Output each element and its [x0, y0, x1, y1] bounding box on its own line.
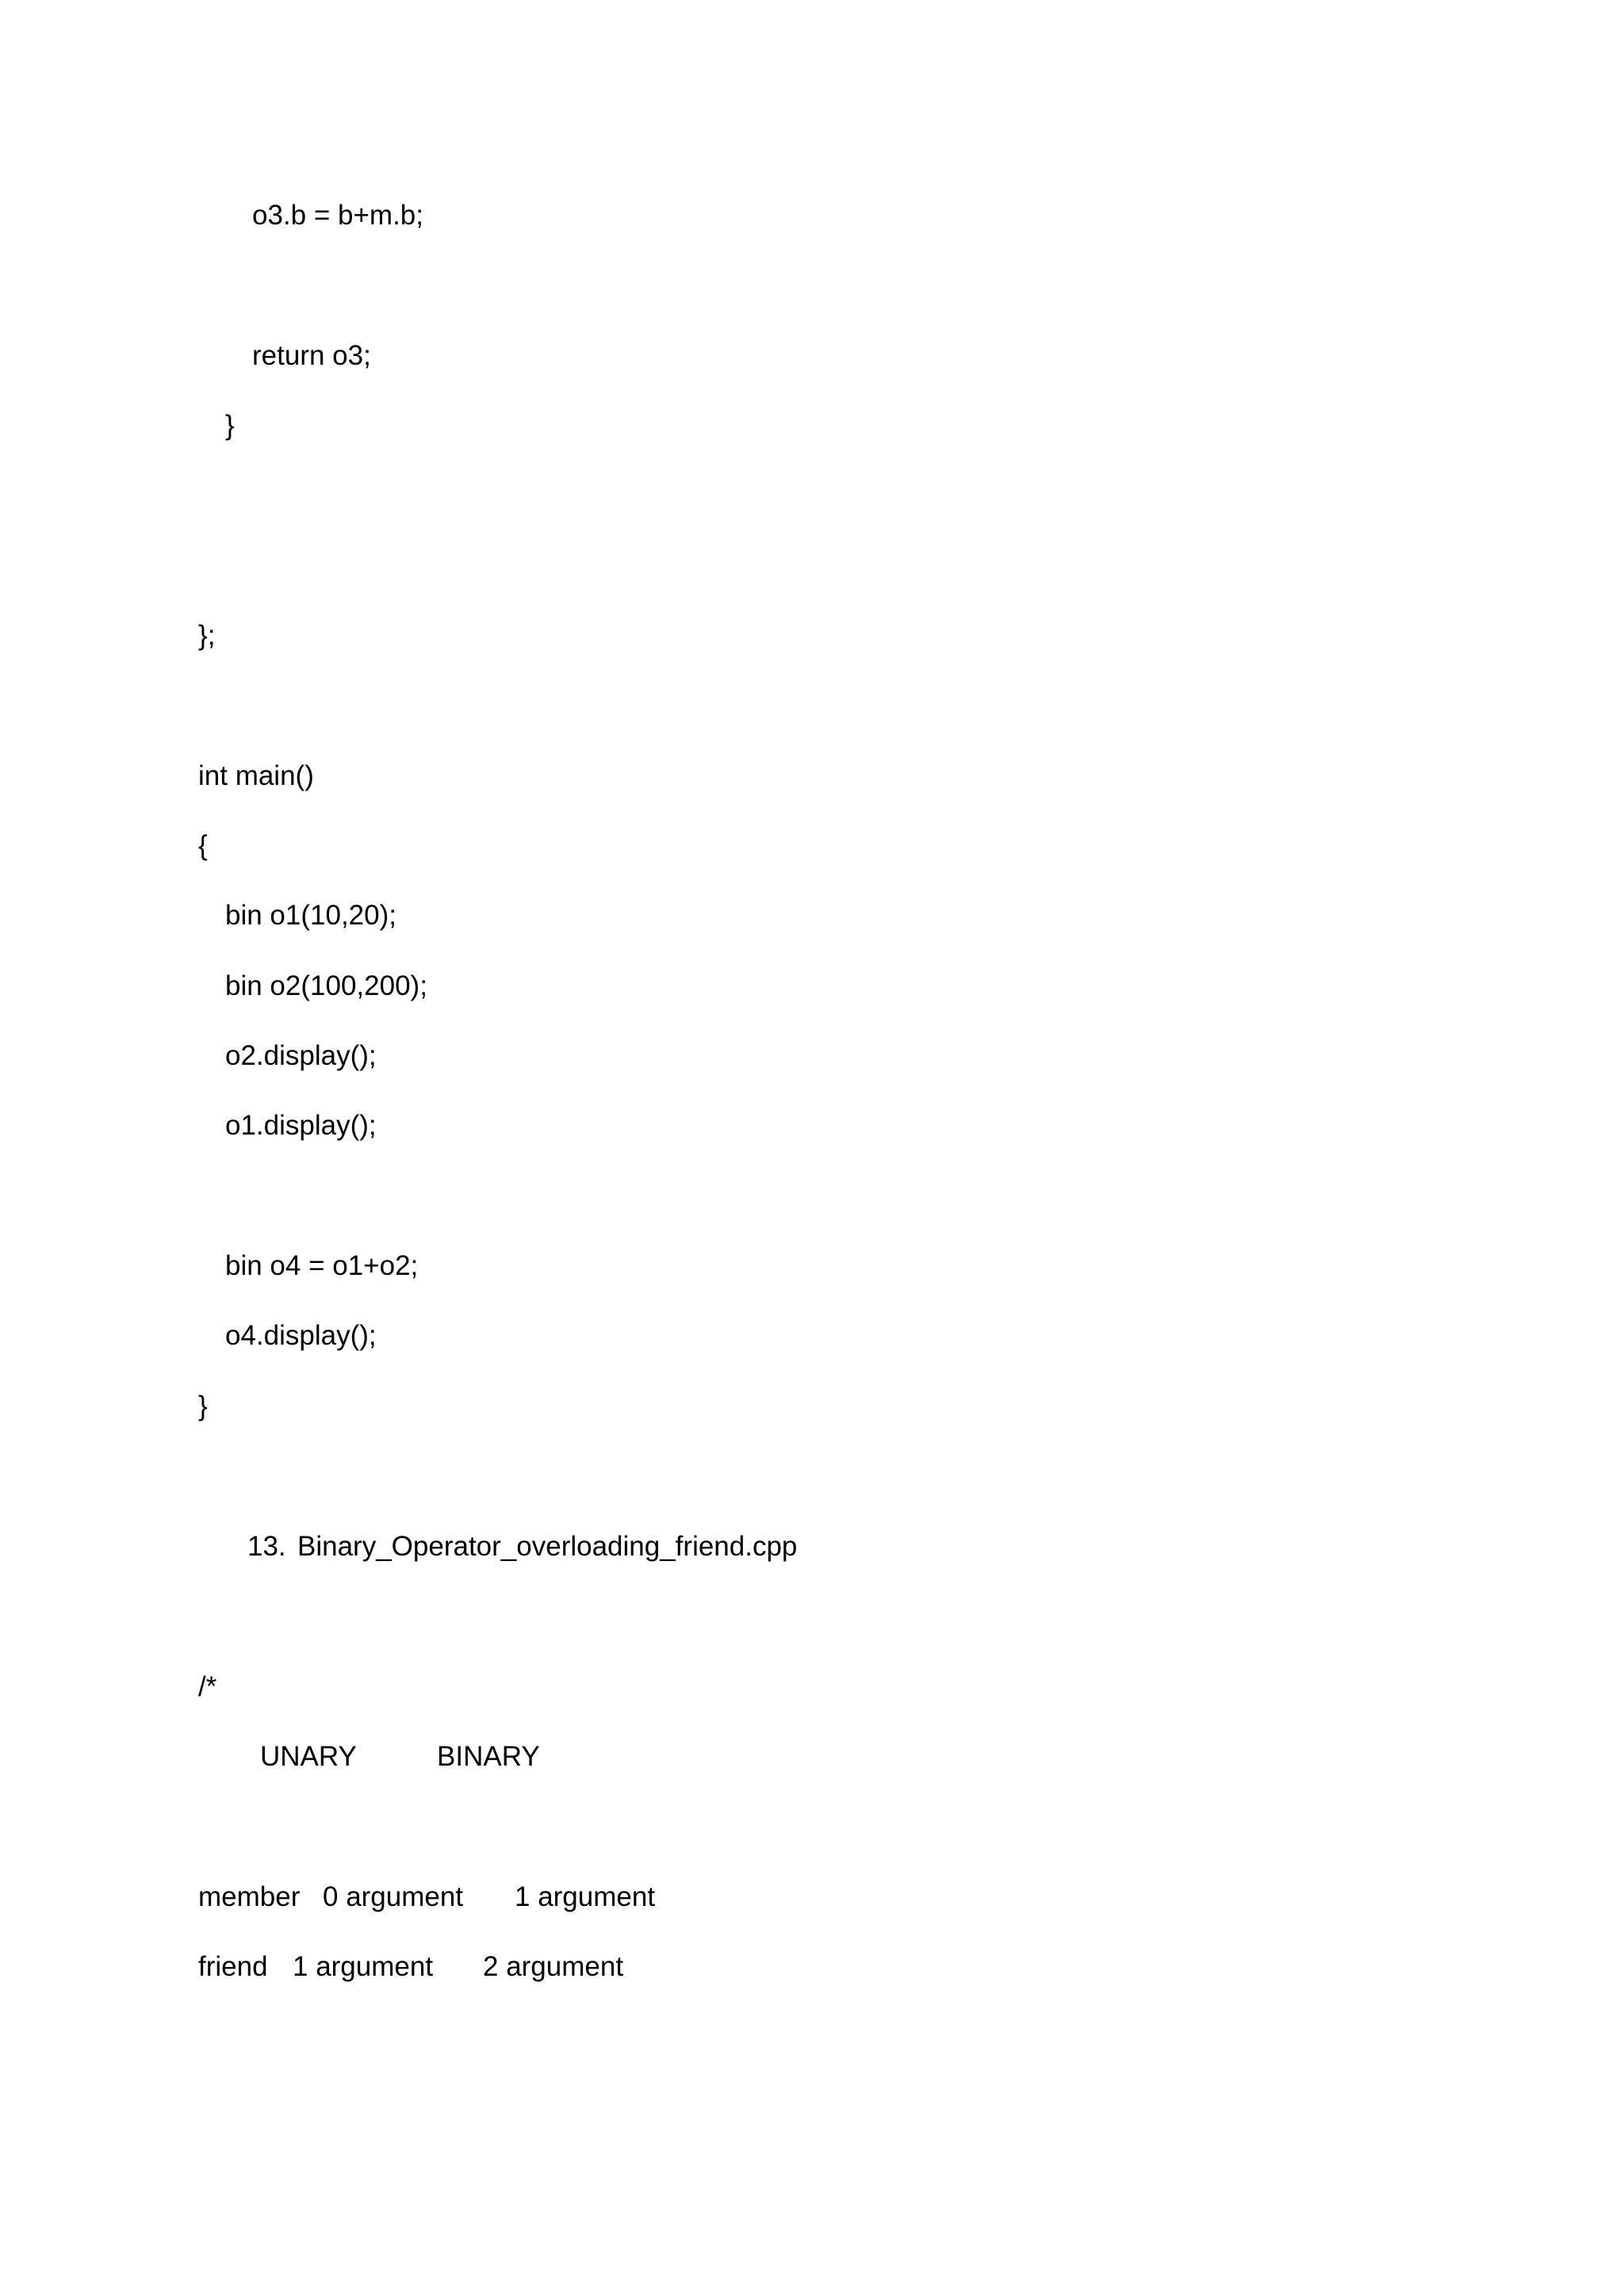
code-line: } — [198, 1391, 208, 1422]
row-unary-value: 1 argument — [293, 1951, 434, 1982]
code-line: } — [225, 410, 235, 441]
code-line: o1.display(); — [225, 1110, 377, 1141]
row-label: member — [198, 1881, 301, 1912]
row-label: friend — [198, 1951, 268, 1982]
code-line: bin o4 = o1+o2; — [225, 1250, 419, 1281]
comment-open: /* — [198, 1671, 217, 1702]
row-binary-value: 2 argument — [483, 1951, 624, 1982]
code-line: bin o1(10,20); — [225, 900, 396, 931]
code-line: }; — [198, 620, 216, 651]
code-line: o4.display(); — [225, 1320, 377, 1351]
code-line: return o3; — [252, 340, 371, 371]
code-line: o2.display(); — [225, 1040, 377, 1071]
row-unary-value: 0 argument — [323, 1881, 464, 1912]
header-unary: UNARY — [260, 1741, 357, 1772]
header-binary: BINARY — [437, 1741, 540, 1772]
code-line: o3.b = b+m.b; — [252, 200, 423, 231]
code-line: { — [198, 830, 208, 861]
section-number: 13. — [247, 1531, 286, 1562]
code-line: bin o2(100,200); — [225, 970, 427, 1001]
row-binary-value: 1 argument — [515, 1881, 656, 1912]
section-title: Binary_Operator_overloading_friend.cpp — [297, 1531, 798, 1562]
code-line: int main() — [198, 760, 314, 791]
